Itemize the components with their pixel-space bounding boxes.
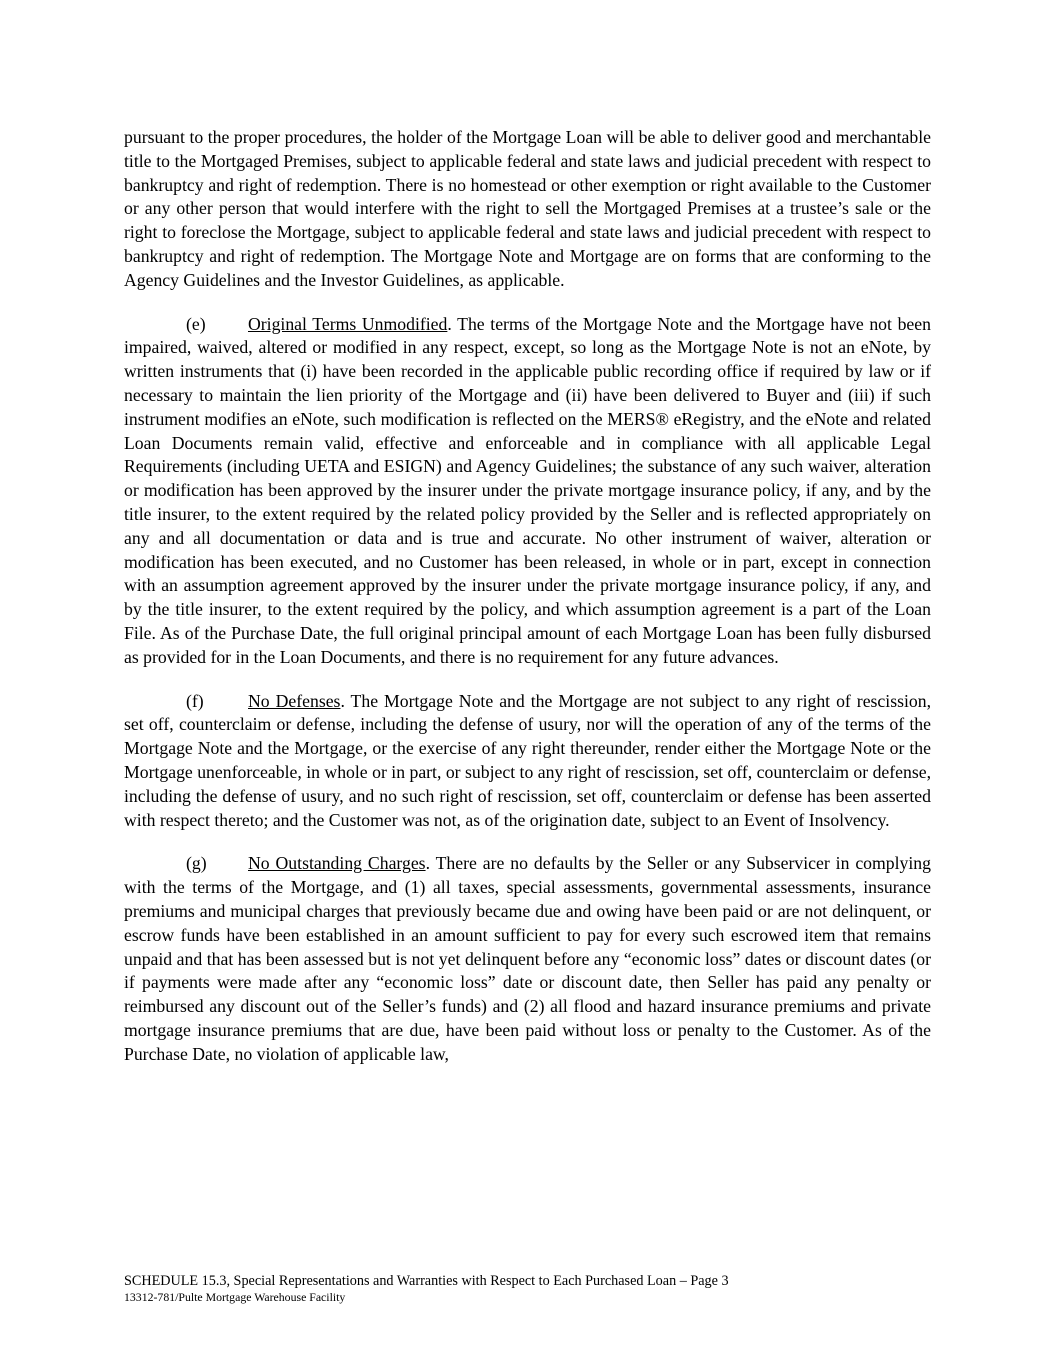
section-e-paragraph [124, 313, 931, 670]
section-g-heading: No Outstanding Charges [248, 853, 426, 874]
document-body [124, 126, 931, 1086]
section-g-marker: (g) [186, 853, 207, 874]
continuation-paragraph: pursuant to the proper procedures, the holder of the Mortgage Loan will be able to deliver good and merchantable title to the Mortgaged Premises, subject to applicable federal and state laws and judicial precedent with respect to bankruptcy and right of redemption. There is no homestead or other exemption or right available to the Customer or any other person that would interfere with the right to sell the Mortgaged Premises at a trustee’s sale or the right to foreclose the Mortgage, subject to applicable federal and state laws and judicial precedent with respect to bankruptcy and right of redemption. The Mortgage Note and Mortgage are on forms that are conforming to the Agency Guidelines and the Investor Guidelines, as applicable. [124, 127, 931, 290]
footer-schedule-title: SCHEDULE 15.3, Special Representations and Warranties with Respect to Each Purchased Loan – Page 3 [124, 1273, 729, 1289]
section-g-paragraph [124, 852, 931, 1066]
section-f-text: . The Mortgage Note and the Mortgage are not subject to any right of rescission, set off, counterclaim or defense, including the defense of usury, nor will the operation of any of the terms of the Mortgage Note and the Mortgage, or the exercise of any right thereunder, render either the Mortgage Note or the Mortgage unenforceable, in whole or in part, or subject to any right of rescission, set off, counterclaim or defense, including the defense of usury, and no such right of rescission, set off, counterclaim or defense has been asserted with respect thereto; and the Customer was not, as of the origination date, subject to an Event of Insolvency. [124, 690, 931, 830]
section-f-paragraph [124, 690, 931, 833]
page-footer [124, 1272, 931, 1305]
footer-document-id: 13312-781/Pulte Mortgage Warehouse Facility [124, 1290, 346, 1304]
section-f-heading: No Defenses [248, 690, 341, 711]
section-e-text: . The terms of the Mortgage Note and the Mortgage have not been impaired, waived, altered or modified in any respect, except, so long as the Mortgage Note is not an eNote, by written instruments that (i) have been recorded in the applicable public recording office if required by law or if necessary to maintain the lien priority of the Mortgage and (ii) have been delivered to Buyer and (iii) if such instrument modifies an eNote, such modification is reflected on the MERS® eRegistry, and the eNote and related Loan Documents remain valid, effective and enforceable and in compliance with all applicable Legal Requirements (including UETA and ESIGN) and Agency Guidelines; the substance of any such waiver, alteration or modification has been approved by the insurer under the private mortgage insurance policy, if any, and by the title insurer, to the extent required by the related policy provided by the Seller and is reflected appropriately on any and all documentation or data and is true and accurate. No other instrument of waiver, alteration or modification has been executed, and no Customer has been released, in whole or in part, except in connection with an assumption agreement approved by the insurer under the private mortgage insurance policy, if any, and by the title insurer, to the extent required by the policy, and which assumption agreement is a part of the Loan File. As of the Purchase Date, the full original principal amount of each Mortgage Loan has been fully disbursed as provided for in the Loan Documents, and there is no requirement for any future advances. [124, 313, 931, 667]
section-g-text: . There are no defaults by the Seller or any Subservicer in complying with the terms of the Mortgage, and (1) all taxes, special assessments, governmental assessments, insurance premiums and municipal charges that previously became due and owing have been paid or are not delinquent, or escrow funds have been established in an amount sufficient to pay for every such escrowed item that remains unpaid and that has been assessed but is not yet delinquent before any “economic loss” dates or discount dates (or if payments were made after any “economic loss” date or discount date, then Seller has paid any penalty or reimbursed any discount out of the Seller’s funds) and (2) all flood and hazard insurance premiums and private mortgage insurance premiums that are due, have been paid without loss or penalty to the Customer. As of the Purchase Date, no violation of applicable law, [124, 853, 931, 1064]
section-e-heading: Original Terms Unmodified [248, 313, 448, 334]
section-e-marker: (e) [186, 313, 206, 334]
section-f-marker: (f) [186, 690, 204, 711]
